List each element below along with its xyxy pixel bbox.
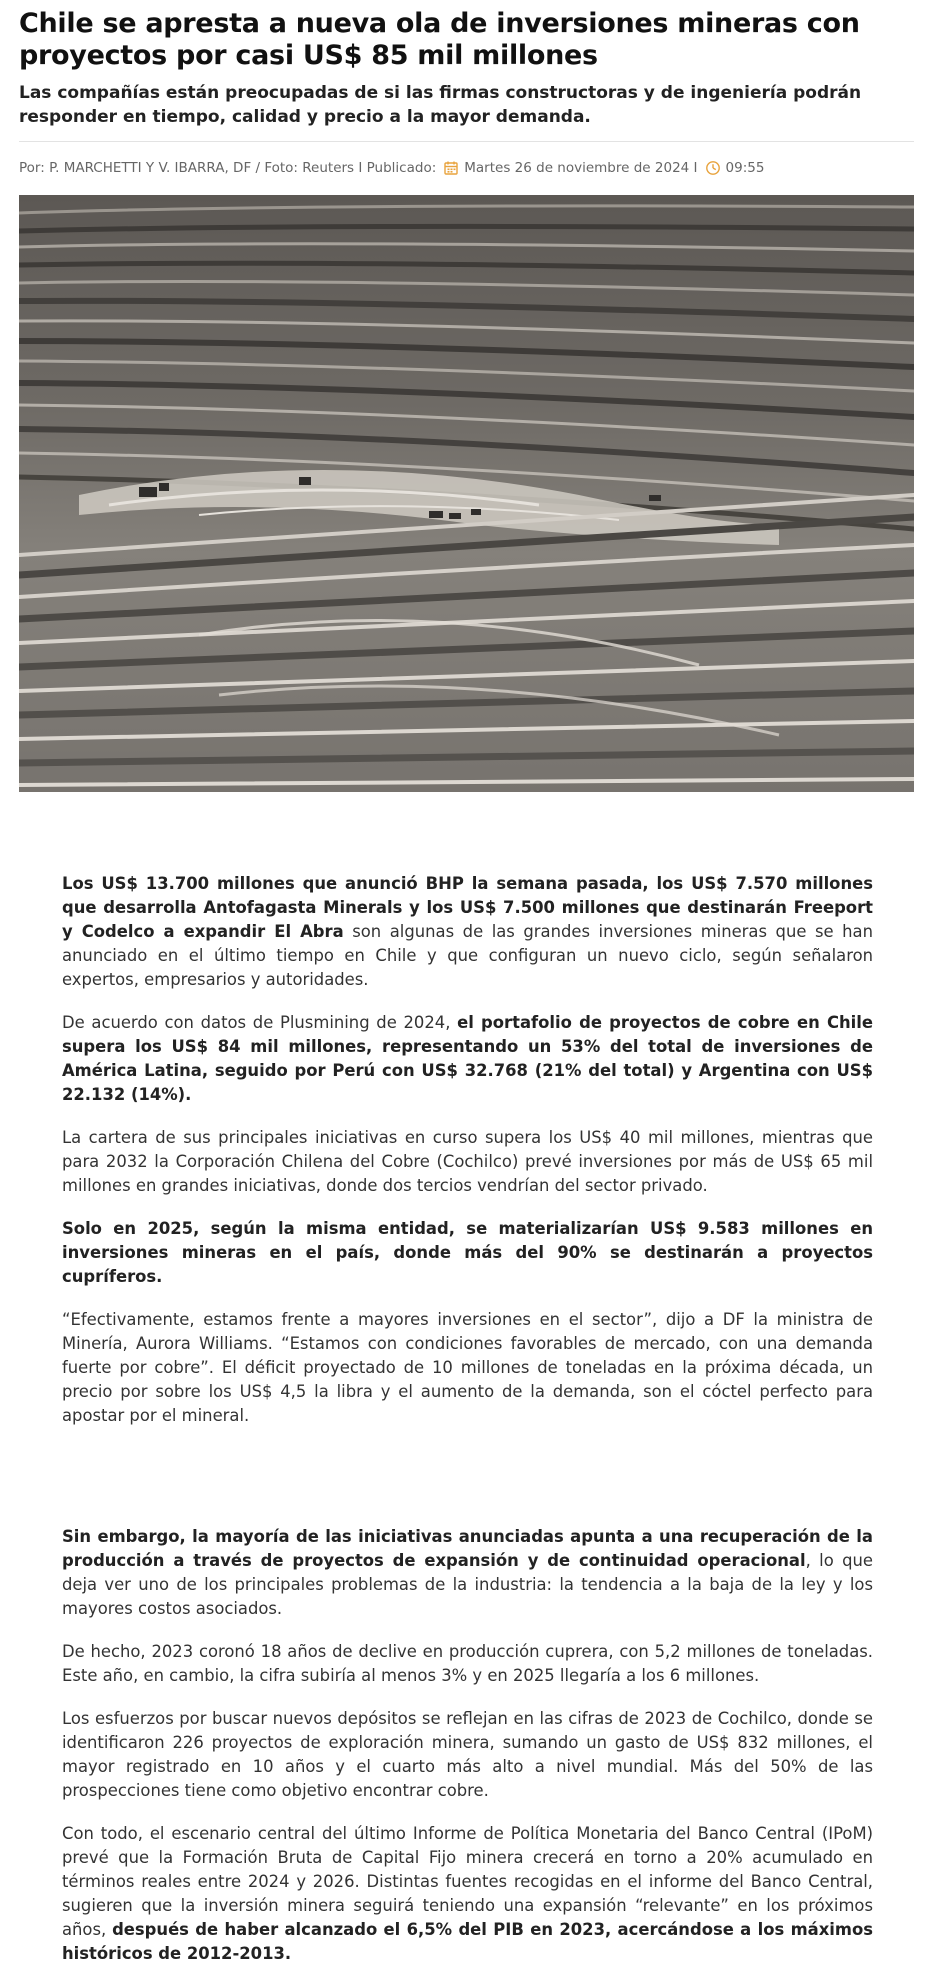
paragraph-2-bold: el portafolio de proyectos de cobre en Chile supera los US$ 84 mil millones, representando un 53% del total de inversiones de América Latina, seguido por Perú con US$ 32.768 (21% del total) y Argentina con US$ 22.132 (14%). (62, 1013, 873, 1104)
calendar-icon (443, 160, 459, 176)
paragraph-7 (62, 1640, 873, 1688)
paragraph-5-text: “Efectivamente, estamos frente a mayores inversiones en el sector”, dijo a DF la ministra de Minería, Aurora Williams. “Estamos con condiciones favorables de mercado, con una demanda fuerte por cobre”. El déficit proyectado de 10 millones de toneladas en la próxima década, un precio por sobre los US$ 4,5 la libra y el aumento de la demanda, son el cóctel perfecto para apostar por el mineral. (62, 1310, 873, 1425)
paragraph-4 (62, 1217, 873, 1289)
paragraph-8-text: Los esfuerzos por buscar nuevos depósitos se reflejan en las cifras de 2023 de Cochilco, donde se identificaron 226 proyectos de exploración minera, sumando un gasto de US$ 832 millones, el mayor registrado en 10 años y el cuarto más alto a nivel mundial. Más del 50% de las prospecciones tiene como objetivo encontrar cobre. (62, 1709, 873, 1800)
article-body (0, 872, 933, 1966)
paragraph-2-text: De acuerdo con datos de Plusmining de 2024, (62, 1013, 458, 1032)
hero-image (19, 195, 914, 792)
byline-time: 09:55 (725, 160, 765, 176)
byline-credit: Por: P. MARCHETTI Y V. IBARRA, DF / Foto: Reuters I Publicado: (19, 160, 437, 176)
paragraph-1-text: son algunas de las grandes inversiones mineras que se han anunciado en el último tiempo en Chile y que configuran un nuevo ciclo, según señalaron expertos, empresarios y autoridades. (62, 922, 873, 989)
paragraph-1-bold: Los US$ 13.700 millones que anunció BHP la semana pasada, los US$ 7.570 millones que desarrolla Antofagasta Minerals y los US$ 7.500 millones que destinarán Freeport y Codelco a expandir El Abra (62, 874, 873, 941)
article-header (0, 0, 933, 178)
paragraph-3 (62, 1126, 873, 1198)
paragraph-2 (62, 1011, 873, 1107)
paragraph-3-text: La cartera de sus principales iniciativas en curso supera los US$ 40 mil millones, mientras que para 2032 la Corporación Chilena del Cobre (Cochilco) prevé inversiones por más de US$ 65 mil millones en grandes iniciativas, donde dos tercios vendrían del sector privado. (62, 1128, 873, 1195)
paragraph-9-bold: después de haber alcanzado el 6,5% del PIB en 2023, acercándose a los máximos históricos de 2012-2013. (62, 1920, 873, 1963)
paragraph-9-text: Con todo, el escenario central del último Informe de Política Monetaria del Banco Central (IPoM) prevé que la Formación Bruta de Capital Fijo minera crecerá en torno a 20% acumulado en términos reales entre 2024 y 2026. Distintas fuentes recogidas en el informe del Banco Central, sugieren que la inversión minera seguirá teniendo una expansión “relevante” en los próximos años, (62, 1824, 873, 1939)
paragraph-5 (62, 1308, 873, 1428)
article-title: Chile se apresta a nueva ola de inversiones mineras con proyectos por casi US$ 85 mil millones (19, 8, 860, 71)
paragraph-4-bold: Solo en 2025, según la misma entidad, se materializarían US$ 9.583 millones en inversiones mineras en el país, donde más del 90% se destinarán a proyectos cupríferos. (62, 1219, 873, 1286)
clock-icon (705, 160, 721, 176)
paragraph-7-text: De hecho, 2023 coronó 18 años de declive en producción cuprera, con 5,2 millones de toneladas. Este año, en cambio, la cifra subiría al menos 3% y en 2025 llegaría a los 6 millones. (62, 1642, 873, 1685)
paragraph-9 (62, 1822, 873, 1966)
paragraph-6-bold: Sin embargo, la mayoría de las iniciativas anunciadas apunta a una recuperación de la producción a través de proyectos de expansión y de continuidad operacional (62, 1527, 873, 1570)
paragraph-6-text: , lo que deja ver uno de los principales problemas de la industria: la tendencia a la baja de la ley y los mayores costos asociados. (62, 1551, 873, 1618)
byline (19, 158, 914, 178)
header-divider (19, 141, 914, 142)
article-subtitle: Las compañías están preocupadas de si las firmas constructoras y de ingeniería podrán responder en tiempo, calidad y precio a la mayor demanda. (19, 83, 862, 127)
paragraph-1 (62, 872, 873, 992)
byline-date: Martes 26 de noviembre de 2024 I (464, 160, 698, 176)
paragraph-8 (62, 1707, 873, 1803)
paragraph-6 (62, 1525, 873, 1621)
